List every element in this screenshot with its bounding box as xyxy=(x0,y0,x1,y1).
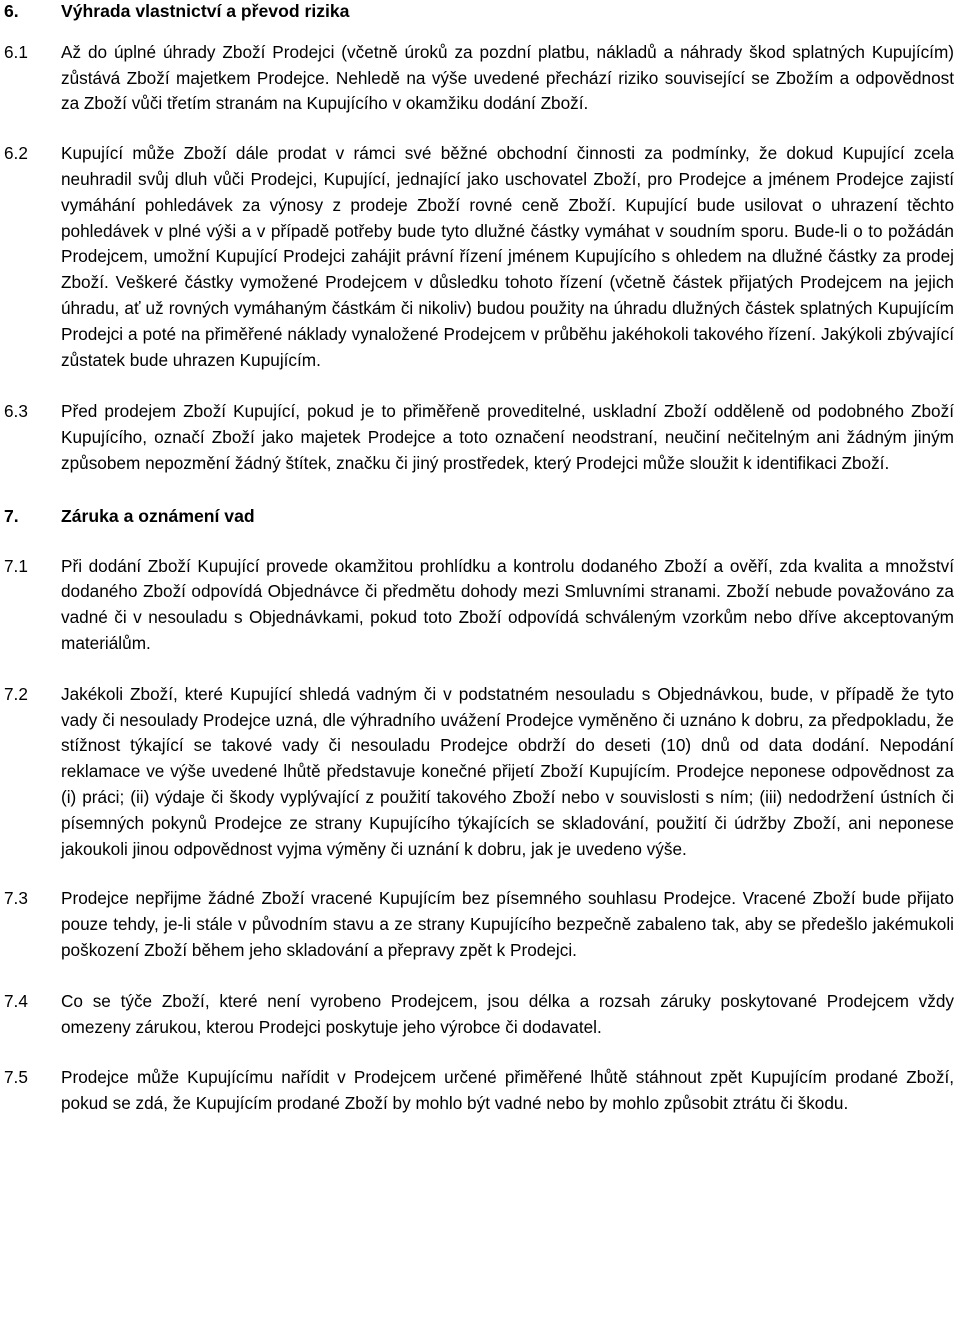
clause-number: 7.3 xyxy=(4,888,28,909)
clause-number: 6.2 xyxy=(4,143,28,164)
clause-text: Kupující může Zboží dále prodat v rámci své běžné obchodní činnosti za podmínky, že dokud Kupující zcela neuhradil svůj dluh vůči Prodejci, Kupující, jednající jako uschovatel Zboží, pro Prodejce a jménem Prodejce zajistí vymáhání pohledávek za výnosy z prodeje Zboží rovné ceně Zboží. Kupující bude usilovat o uhrazení těchto pohledávek v plné výši a v případě potřeby bude tyto dlužné částky vymáhat v soudním sporu. Bude-li o to požádán Prodejcem, umožní Kupující Prodejci zahájit právní řízení jménem Kupujícího s ohledem na dlužné částky za prodej Zboží. Veškeré částky vymožené Prodejcem v důsledku tohoto řízení (včetně částek přijatých Prodejcem na jejich úhradu, ať už rovných vymáhaným částkám či nikoliv) budou použity na úhradu dlužných částek splatných Kupujícím Prodejci a poté na přiměřené náklady vynaložené Prodejcem v průběhu jakéhokoli takového řízení. Jakýkoli zbývající zůstatek bude uhrazen Kupujícím. xyxy=(61,143,954,370)
clause xyxy=(4,1065,956,1117)
section-title: Výhrada vlastnictví a převod rizika xyxy=(61,1,350,21)
clause-text: Prodejce může Kupujícímu nařídit v Prodejcem určené přiměřené lhůtě stáhnout zpět Kupujícím prodané Zboží, pokud se zdá, že Kupujícím prodané Zboží by mohlo být vadné nebo by mohlo způsobit ztrátu či škodu. xyxy=(61,1067,954,1114)
clause-text: Před prodejem Zboží Kupující, pokud je to přiměřeně proveditelné, uskladní Zboží odděleně od podobného Zboží Kupujícího, označí Zboží jako majetek Prodejce a toto označení neodstraní, neučiní nečitelným ani žádným jiným způsobem nepozmění žádný štítek, značku či jiný prostředek, který Prodejci může sloužit k identifikaci Zboží. xyxy=(61,401,954,473)
clause xyxy=(4,682,956,863)
clause-text: Jakékoli Zboží, které Kupující shledá vadným či v podstatném nesouladu s Objednávkou, bude, v případě že tyto vady či nesoulady Prodejce uzná, dle výhradního uvážení Prodejce vyměněno či uznáno k dobru, za předpokladu, že stížnost týkající se takové vady či nesouladu Prodejce obdrží do deseti (10) dnů od data dodání. Nepodání reklamace ve výše uvedené lhůtě představuje konečné přijetí Zboží Kupujícím. Prodejce neponese odpovědnost za (i) práci; (ii) výdaje či škody vyplývající z použití takového Zboží nebo v souvislosti s ním; (iii) nedodržení ústních či písemných pokynů Prodejce ze strany Kupujícího týkajících se skladování, použití či údržby Zboží, ani neponese jakoukoli jinou odpovědnost vyjma výměny či uznání k dobru, jak je uvedeno výše. xyxy=(61,683,954,859)
clause xyxy=(4,886,956,963)
clause-text: Při dodání Zboží Kupující provede okamžitou prohlídku a kontrolu dodaného Zboží a ověří, zda kvalita a množství dodaného Zboží odpovídá Objednávce či předmětu dohody mezi Smluvními stranami. Zboží nebude považováno za vadné či v nesouladu s Objednávkami, pokud toto Zboží odpovídá schváleným vzorkům nebo dříve akceptovaným materiálům. xyxy=(61,555,954,653)
clause-number: 7.5 xyxy=(4,1067,28,1088)
clause-number: 6.3 xyxy=(4,401,28,422)
clause-text: Až do úplné úhrady Zboží Prodejci (včetně úroků za pozdní platbu, nákladů a náhrady škod splatných Kupujícím) zůstává Zboží majetkem Prodejce. Nehledě na výše uvedené přechází riziko související se Zbožím a odpovědnost za Zboží vůči třetím stranám na Kupujícího v okamžiku dodání Zboží. xyxy=(61,41,954,114)
section-heading xyxy=(4,504,956,530)
section-title: Záruka a oznámení vad xyxy=(61,505,255,526)
clause xyxy=(4,989,956,1041)
clause-text: Co se týče Zboží, které není vyrobeno Prodejcem, jsou délka a rozsah záruky poskytované Prodejcem vždy omezeny zárukou, kterou Prodejci poskytuje jeho výrobce či dodavatel. xyxy=(61,990,954,1037)
clause-number: 7.2 xyxy=(4,683,28,704)
clause-number: 7.1 xyxy=(4,555,28,576)
clause-number: 7.4 xyxy=(4,990,28,1011)
section-number: 6. xyxy=(4,1,19,21)
clause xyxy=(4,40,956,117)
clause xyxy=(4,399,956,476)
clause-text: Prodejce nepřijme žádné Zboží vracené Kupujícím bez písemného souhlasu Prodejce. Vracené Zboží bude přijato pouze tehdy, je-li stále v původním stavu a ze strany Kupujícího bezpečně zabaleno tak, aby se předešlo jakémukoli poškození Zboží během jeho skladování a přepravy zpět k Prodejci. xyxy=(61,888,954,960)
clause xyxy=(4,141,956,373)
clause-number: 6.1 xyxy=(4,41,28,62)
clause xyxy=(4,554,956,657)
section-heading xyxy=(4,0,956,25)
section-number: 7. xyxy=(4,505,19,526)
